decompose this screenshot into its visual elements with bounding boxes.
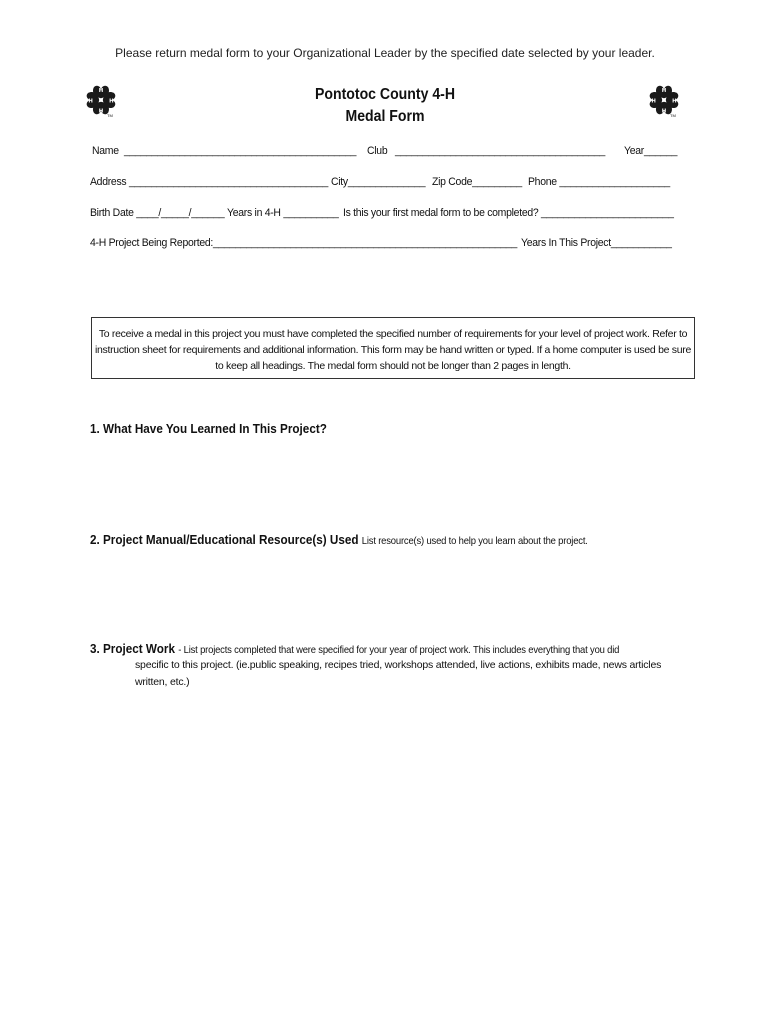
section-3-title: 3. Project Work: [90, 641, 175, 656]
club-label: Club: [367, 145, 388, 157]
club-field[interactable]: ______________________________________: [395, 145, 606, 157]
zip-code-field[interactable]: Zip Code_________: [432, 176, 522, 188]
years-in-project-field[interactable]: Years In This Project___________: [521, 237, 672, 249]
trademark-right: TM: [670, 113, 676, 118]
svg-text:H: H: [661, 108, 667, 115]
birth-date-field[interactable]: Birth Date ____/_____/______: [90, 207, 225, 219]
section-3-heading: [90, 641, 619, 656]
section-2-heading: [90, 532, 588, 547]
form-subtitle: Medal Form: [345, 108, 425, 125]
svg-text:H: H: [98, 87, 104, 94]
years-in-4h-field[interactable]: Years in 4-H __________: [227, 207, 339, 219]
phone-field[interactable]: Phone ____________________: [528, 176, 670, 188]
svg-text:H: H: [651, 98, 656, 105]
svg-text:H: H: [88, 98, 93, 105]
year-field[interactable]: Year______: [624, 145, 678, 157]
name-field[interactable]: __________________________________________: [124, 145, 357, 157]
form-title: Pontotoc County 4-H: [314, 86, 456, 103]
name-label: Name: [92, 145, 119, 157]
trademark-left: TM: [107, 113, 113, 118]
svg-text:H: H: [109, 98, 114, 105]
section-3-description: - List projects completed that were specified for your year of project work. This includes everything that you did: [178, 644, 620, 656]
section-3-description-continued: specific to this project. (ie.public speaking, recipes tried, workshops attended, live actions, exhibits made, news articles written, etc.): [135, 659, 662, 688]
address-label: Address: [90, 176, 127, 188]
return-instruction: Please return medal form to your Organizational Leader by the specified date selected by your leader.: [115, 46, 655, 60]
city-field[interactable]: City______________: [331, 176, 426, 188]
section-1-heading: 1. What Have You Learned In This Project?: [90, 421, 327, 436]
svg-text:H: H: [98, 108, 104, 115]
section-2-title: 2. Project Manual/Educational Resource(s) Used: [90, 532, 359, 547]
first-medal-form-field[interactable]: Is this your first medal form to be completed? ________________________: [343, 207, 674, 219]
address-field[interactable]: ____________________________________: [129, 176, 328, 188]
project-reported-field[interactable]: 4-H Project Being Reported:_______________________________________________________: [90, 237, 517, 249]
svg-text:H: H: [672, 98, 677, 105]
svg-text:H: H: [661, 87, 667, 94]
section-2-description: List resource(s) used to help you learn about the project.: [361, 535, 588, 547]
instructions-notice-box: To receive a medal in this project you must have completed the specified number of requirements for your level of project work. Refer to instruction sheet for requirements and additional information. This form may be hand written or typed. If a home computer is used be sure to keep all headings. The medal form should not be longer than 2 pages in length.: [91, 317, 695, 379]
